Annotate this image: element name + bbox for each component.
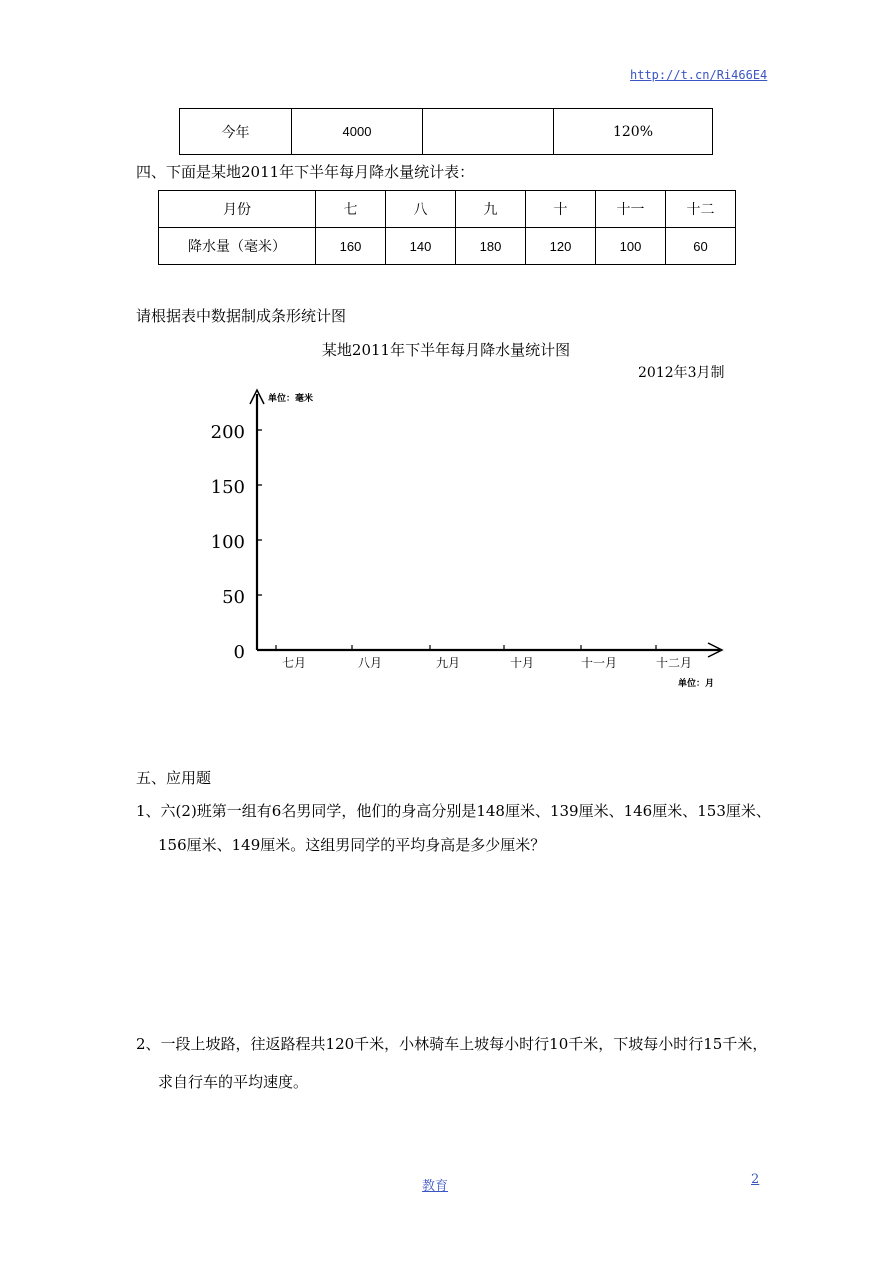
- rainfall-cell: 120: [526, 228, 596, 265]
- rainfall-cell: 60: [666, 228, 736, 265]
- table-cell: 今年: [180, 109, 292, 155]
- x-tick-label: 十二月: [655, 656, 693, 670]
- rainfall-label: 降水量（毫米）: [159, 228, 316, 265]
- chart-instruction: 请根据表中数据制成条形统计图: [136, 307, 347, 325]
- x-axis-unit: 单位：月: [678, 679, 715, 689]
- chart-axes: [250, 390, 722, 657]
- table-cell: 120%: [554, 109, 713, 155]
- rainfall-cell: 160: [316, 228, 386, 265]
- x-tick-label: 九月: [435, 656, 461, 670]
- problem-1-line-2: 156厘米、149厘米。这组男同学的平均身高是多少厘米？: [158, 836, 546, 854]
- month-cell: 九: [456, 191, 526, 228]
- rainfall-cell: 100: [596, 228, 666, 265]
- rainfall-cell: 140: [386, 228, 456, 265]
- month-cell: 十二: [666, 191, 736, 228]
- rainfall-cell: 180: [456, 228, 526, 265]
- problem-2-line-2: 求自行车的平均速度。: [158, 1073, 309, 1091]
- chart-date: 2012年3月制: [638, 365, 725, 381]
- month-header-label: 月份: [159, 191, 316, 228]
- table-cell: 4000: [292, 109, 423, 155]
- chart-title: 某地2011年下半年每月降水量统计图: [321, 341, 571, 359]
- q5-heading: 五、应用题: [136, 769, 212, 787]
- x-tick-label: 八月: [357, 656, 383, 670]
- month-cell: 十一: [596, 191, 666, 228]
- q4-heading: 四、下面是某地2011年下半年每月降水量统计表：: [136, 163, 475, 181]
- x-tick-label: 十一月: [580, 656, 618, 670]
- problem-2-line-1: 2、一段上坡路，往返路程共120千米，小林骑车上坡每小时行10千米，下坡每小时行15千米，: [136, 1035, 768, 1053]
- month-cell: 十: [526, 191, 596, 228]
- month-cell: 七: [316, 191, 386, 228]
- month-cell: 八: [386, 191, 456, 228]
- x-tick-label: 十月: [509, 656, 535, 670]
- y-axis-unit: 单位：毫米: [268, 394, 314, 404]
- header-link[interactable]: http://t.cn/Ri466E4: [630, 68, 768, 82]
- y-tick-label: 0: [233, 642, 245, 663]
- page-number: 2: [751, 1172, 760, 1187]
- footer-link[interactable]: 教育: [422, 1179, 449, 1194]
- y-tick-label: 50: [222, 587, 245, 608]
- y-tick-label: 150: [210, 477, 245, 498]
- y-tick-label: 100: [210, 532, 245, 553]
- problem-1-line-1: 1、六(2)班第一组有6名男同学，他们的身高分别是148厘米、139厘米、146厘米、153厘米、: [136, 802, 771, 820]
- y-tick-label: 200: [210, 422, 245, 443]
- x-tick-label: 七月: [281, 656, 307, 670]
